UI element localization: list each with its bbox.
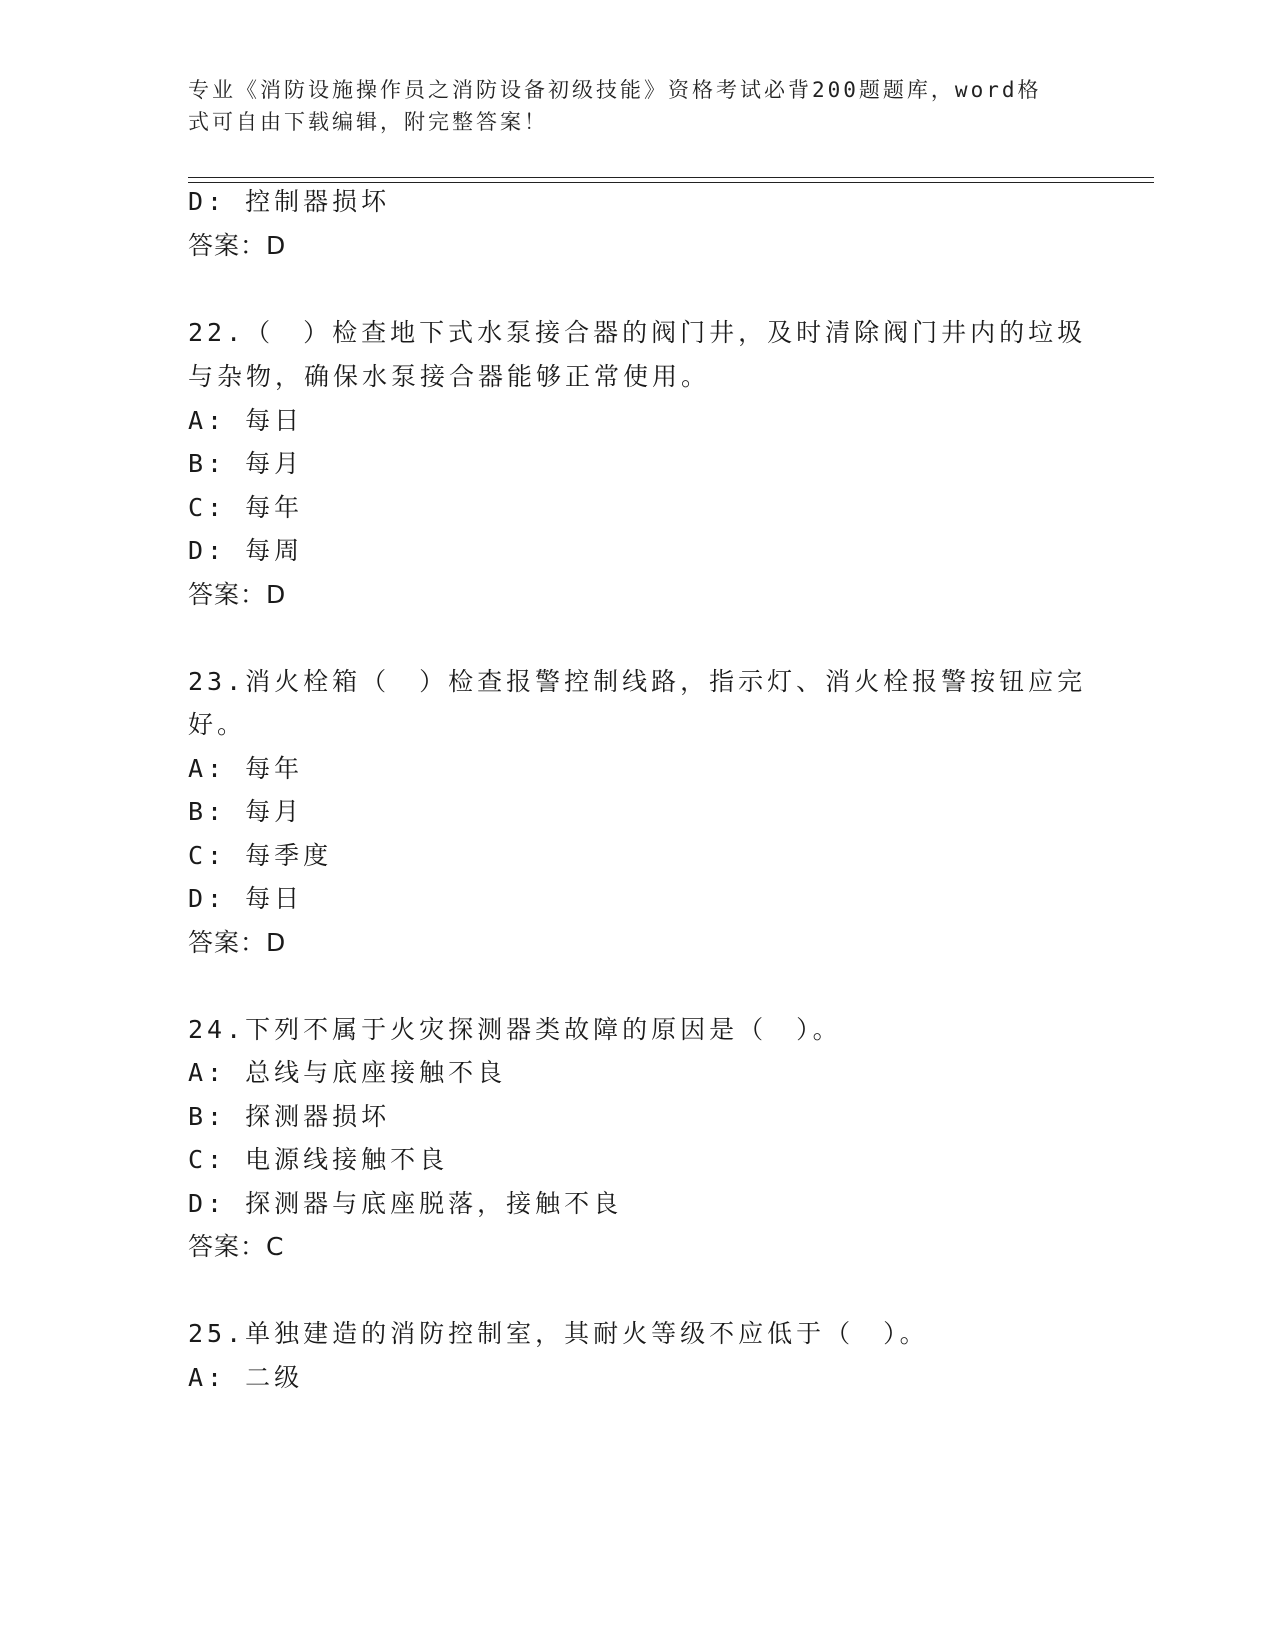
option-c: C: 每年 xyxy=(188,493,304,522)
header-divider-top xyxy=(188,177,1154,178)
header-divider-bottom xyxy=(188,182,1154,183)
question-stem: 好。 xyxy=(188,710,247,739)
document-header xyxy=(188,74,1068,138)
answer: 答案：D xyxy=(188,231,287,260)
header-line-2: 式可自由下载编辑，附完整答案！ xyxy=(188,110,548,134)
option-a: A: 每日 xyxy=(188,406,304,435)
option-d: D: 探测器与底座脱落，接触不良 xyxy=(188,1189,623,1218)
option-a: A: 每年 xyxy=(188,754,304,783)
question-stem: 25.单独建造的消防控制室，其耐火等级不应低于（ ）。 xyxy=(188,1319,929,1348)
answer: 答案：D xyxy=(188,580,287,609)
option-a: A: 二级 xyxy=(188,1363,304,1392)
option-c: C: 每季度 xyxy=(188,841,333,870)
option-d: D: 每日 xyxy=(188,884,304,913)
option-b: B: 每月 xyxy=(188,449,304,478)
answer: 答案：D xyxy=(188,928,287,957)
answer: 答案：C xyxy=(188,1232,285,1261)
option-d: D: 每周 xyxy=(188,536,304,565)
question-stem: 与杂物，确保水泵接合器能够正常使用。 xyxy=(188,362,711,391)
option-a: A: 总线与底座接触不良 xyxy=(188,1058,507,1087)
question-stem: 24.下列不属于火灾探测器类故障的原因是（ ）。 xyxy=(188,1015,842,1044)
option-b: B: 每月 xyxy=(188,797,304,826)
question-stem: 22.（ ）检查地下式水泵接合器的阀门井，及时清除阀门井内的垃圾 xyxy=(188,318,1087,347)
option-c: C: 电源线接触不良 xyxy=(188,1145,449,1174)
option-d: D: 控制器损坏 xyxy=(188,187,391,216)
option-b: B: 探测器损坏 xyxy=(188,1102,391,1131)
header-line-1: 专业《消防设施操作员之消防设备初级技能》资格考试必背200题题库，word格 xyxy=(188,78,1042,102)
question-stem: 23.消火栓箱（ ）检查报警控制线路，指示灯、消火栓报警按钮应完 xyxy=(188,667,1087,696)
